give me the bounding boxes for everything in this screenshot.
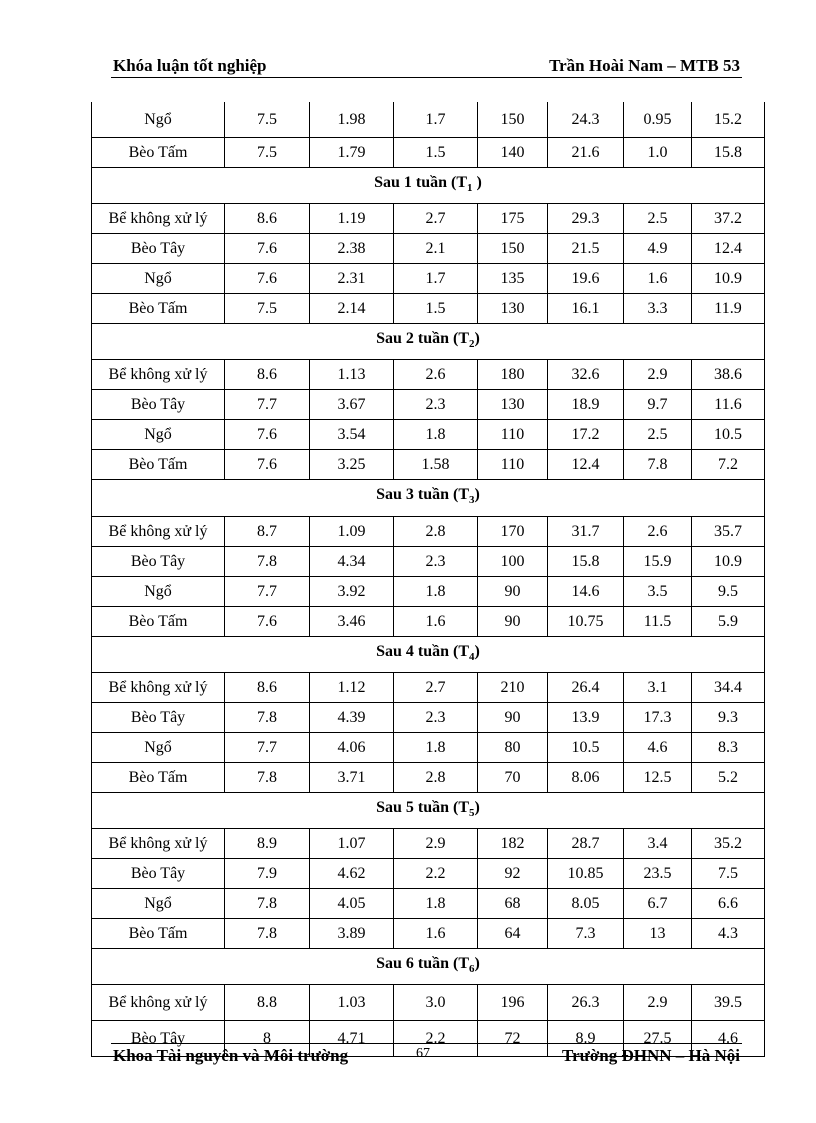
header-left: Khóa luận tốt nghiệp [113,56,267,75]
section-label-text: Sau 1 tuần (T [374,174,468,191]
table-row [92,888,765,918]
value-cell: 34.4 [692,672,765,702]
value-cell: 8.6 [225,672,310,702]
value-cell: 39.5 [692,985,765,1021]
section-row [92,324,765,360]
section-label-suffix: ) [474,642,480,660]
value-cell: 7.9 [225,858,310,888]
value-cell: 3.46 [310,606,394,636]
value-cell: 10.9 [692,264,765,294]
row-label-cell: Bể không xử lý [92,985,225,1021]
section-label-suffix: ) [474,954,480,972]
value-cell: 1.6 [624,264,692,294]
footer-right: Trường ĐHNN – Hà Nội [562,1046,740,1065]
section-label [92,480,765,516]
value-cell: 10.85 [548,858,624,888]
value-cell: 38.6 [692,360,765,390]
value-cell: 2.6 [394,360,478,390]
value-cell: 2.3 [394,546,478,576]
value-cell: 8.06 [548,762,624,792]
section-row [92,480,765,516]
section-label-sub: 1 [467,182,473,195]
value-cell: 170 [478,516,548,546]
table-row [92,918,765,948]
value-cell: 12.4 [692,234,765,264]
section-label [92,168,765,204]
value-cell: 26.4 [548,672,624,702]
row-label-cell: Bể không xử lý [92,204,225,234]
value-cell: 16.1 [548,294,624,324]
value-cell: 2.8 [394,516,478,546]
value-cell: 1.5 [394,294,478,324]
value-cell: 7.6 [225,264,310,294]
value-cell: 9.5 [692,576,765,606]
section-label [92,324,765,360]
value-cell: 175 [478,204,548,234]
value-cell: 4.9 [624,234,692,264]
value-cell: 12.5 [624,762,692,792]
value-cell: 19.6 [548,264,624,294]
value-cell: 8.7 [225,516,310,546]
value-cell: 31.7 [548,516,624,546]
value-cell: 17.3 [624,702,692,732]
value-cell: 10.5 [692,420,765,450]
value-cell: 6.6 [692,888,765,918]
row-label-cell: Bèo Tấm [92,294,225,324]
value-cell: 110 [478,450,548,480]
value-cell: 1.09 [310,516,394,546]
row-label-cell: Ngổ [92,576,225,606]
section-label-text: Sau 5 tuần (T [376,798,470,816]
section-row [92,792,765,828]
value-cell: 3.71 [310,762,394,792]
table-row [92,102,765,138]
value-cell: 64 [478,918,548,948]
section-label [92,636,765,672]
value-cell: 13 [624,918,692,948]
table-row [92,672,765,702]
value-cell: 7.8 [225,918,310,948]
value-cell: 130 [478,294,548,324]
value-cell: 8.05 [548,888,624,918]
value-cell: 68 [478,888,548,918]
value-cell: 4.62 [310,858,394,888]
value-cell: 2.3 [394,702,478,732]
value-cell: 4.06 [310,732,394,762]
row-label-cell: Bèo Tây [92,390,225,420]
section-label-sub: 6 [469,963,475,976]
value-cell: 35.7 [692,516,765,546]
row-label-cell: Ngổ [92,264,225,294]
value-cell: 7.8 [225,546,310,576]
value-cell: 1.7 [394,264,478,294]
value-cell: 7.5 [225,294,310,324]
value-cell: 3.92 [310,576,394,606]
table-row [92,390,765,420]
value-cell: 3.3 [624,294,692,324]
value-cell: 1.8 [394,888,478,918]
section-label-suffix: ) [474,798,480,816]
value-cell: 7.6 [225,450,310,480]
row-label-cell: Ngổ [92,420,225,450]
value-cell: 150 [478,234,548,264]
section-label-suffix: ) [474,486,480,504]
row-label-cell: Ngổ [92,102,225,138]
value-cell: 7.6 [225,606,310,636]
row-label-cell: Bèo Tây [92,234,225,264]
value-cell: 2.9 [394,828,478,858]
value-cell: 3.67 [310,390,394,420]
value-cell: 29.3 [548,204,624,234]
value-cell: 18.9 [548,390,624,420]
value-cell: 4.39 [310,702,394,732]
value-cell: 3.89 [310,918,394,948]
value-cell: 7.7 [225,576,310,606]
header-rule [111,77,742,78]
value-cell: 2.5 [624,204,692,234]
value-cell: 21.5 [548,234,624,264]
value-cell: 2.1 [394,234,478,264]
value-cell: 35.2 [692,828,765,858]
value-cell: 2.6 [624,516,692,546]
value-cell: 1.5 [394,138,478,168]
table-row [92,762,765,792]
section-row [92,168,765,204]
value-cell: 8.6 [225,360,310,390]
value-cell: 1.03 [310,985,394,1021]
value-cell: 5.2 [692,762,765,792]
value-cell: 7.8 [225,888,310,918]
value-cell: 4.05 [310,888,394,918]
table-row [92,828,765,858]
value-cell: 100 [478,546,548,576]
section-label-text: Sau 3 tuần (T [376,486,470,504]
section-label-sub: 4 [469,650,475,663]
value-cell: 1.98 [310,102,394,138]
value-cell: 210 [478,672,548,702]
value-cell: 90 [478,702,548,732]
table-row [92,702,765,732]
value-cell: 3.1 [624,672,692,702]
section-label-text: Sau 2 tuần (T [376,330,470,348]
value-cell: 7.7 [225,732,310,762]
value-cell: 2.9 [624,985,692,1021]
value-cell: 182 [478,828,548,858]
value-cell: 1.6 [394,606,478,636]
table-row [92,732,765,762]
section-label-suffix: ) [472,174,482,191]
value-cell: 11.6 [692,390,765,420]
results-table [91,102,765,1057]
value-cell: 90 [478,576,548,606]
value-cell: 7.6 [225,234,310,264]
page-header [113,54,740,76]
row-label-cell: Bể không xử lý [92,360,225,390]
row-label-cell: Bể không xử lý [92,828,225,858]
table-row [92,546,765,576]
value-cell: 17.2 [548,420,624,450]
table-row [92,360,765,390]
value-cell: 8.3 [692,732,765,762]
value-cell: 1.58 [394,450,478,480]
section-label-sub: 3 [469,494,475,507]
value-cell: 80 [478,732,548,762]
value-cell: 3.54 [310,420,394,450]
value-cell: 15.8 [548,546,624,576]
value-cell: 9.7 [624,390,692,420]
value-cell: 4.6 [692,1021,765,1057]
row-label-cell: Bể không xử lý [92,516,225,546]
value-cell: 2.5 [624,420,692,450]
row-label-cell: Bèo Tấm [92,450,225,480]
value-cell: 7.5 [692,858,765,888]
value-cell: 1.07 [310,828,394,858]
value-cell: 13.9 [548,702,624,732]
value-cell: 1.8 [394,576,478,606]
value-cell: 11.5 [624,606,692,636]
value-cell: 1.8 [394,420,478,450]
value-cell: 4.3 [692,918,765,948]
value-cell: 3.0 [394,985,478,1021]
row-label-cell: Bèo Tấm [92,918,225,948]
row-label-cell: Bèo Tấm [92,606,225,636]
section-label-sub: 2 [469,338,475,351]
table-row [92,264,765,294]
table-row [92,294,765,324]
value-cell: 72 [478,1021,548,1057]
value-cell: 11.9 [692,294,765,324]
value-cell: 0.95 [624,102,692,138]
value-cell: 10.9 [692,546,765,576]
value-cell: 110 [478,420,548,450]
section-row [92,636,765,672]
value-cell: 1.13 [310,360,394,390]
row-label-cell: Bèo Tây [92,546,225,576]
value-cell: 2.8 [394,762,478,792]
value-cell: 37.2 [692,204,765,234]
table-row [92,234,765,264]
value-cell: 135 [478,264,548,294]
table-row [92,516,765,546]
value-cell: 9.3 [692,702,765,732]
value-cell: 3.4 [624,828,692,858]
value-cell: 8.6 [225,204,310,234]
value-cell: 2.31 [310,264,394,294]
value-cell: 15.9 [624,546,692,576]
footer-rule [111,1043,742,1044]
row-label-cell: Ngổ [92,732,225,762]
value-cell: 90 [478,606,548,636]
value-cell: 5.9 [692,606,765,636]
value-cell: 32.6 [548,360,624,390]
value-cell: 4.6 [624,732,692,762]
value-cell: 2.7 [394,204,478,234]
value-cell: 12.4 [548,450,624,480]
value-cell: 1.0 [624,138,692,168]
value-cell: 2.38 [310,234,394,264]
value-cell: 70 [478,762,548,792]
section-label [92,948,765,984]
footer-left: Khoa Tài nguyên và Môi trường [113,1046,349,1065]
table-row [92,138,765,168]
table-row [92,420,765,450]
section-label-text: Sau 4 tuần (T [376,642,470,660]
section-label-sub: 5 [469,806,475,819]
value-cell: 7.8 [225,702,310,732]
value-cell: 1.7 [394,102,478,138]
table-row [92,858,765,888]
value-cell: 1.12 [310,672,394,702]
value-cell: 7.5 [225,138,310,168]
row-label-cell: Bèo Tấm [92,138,225,168]
value-cell: 7.8 [624,450,692,480]
value-cell: 21.6 [548,138,624,168]
value-cell: 7.2 [692,450,765,480]
value-cell: 180 [478,360,548,390]
row-label-cell: Bèo Tấm [92,762,225,792]
value-cell: 150 [478,102,548,138]
row-label-cell: Bèo Tây [92,702,225,732]
table-row [92,985,765,1021]
value-cell: 8 [225,1021,310,1057]
section-label-text: Sau 6 tuần (T [376,954,470,972]
value-cell: 7.6 [225,420,310,450]
value-cell: 7.5 [225,102,310,138]
value-cell: 24.3 [548,102,624,138]
value-cell: 23.5 [624,858,692,888]
value-cell: 27.5 [624,1021,692,1057]
value-cell: 8.8 [225,985,310,1021]
value-cell: 4.71 [310,1021,394,1057]
value-cell: 1.8 [394,732,478,762]
value-cell: 1.79 [310,138,394,168]
value-cell: 10.5 [548,732,624,762]
value-cell: 2.2 [394,1021,478,1057]
value-cell: 130 [478,390,548,420]
table-body [92,102,765,1057]
value-cell: 92 [478,858,548,888]
section-label [92,792,765,828]
value-cell: 2.2 [394,858,478,888]
table-row [92,606,765,636]
table-row [92,450,765,480]
value-cell: 4.34 [310,546,394,576]
value-cell: 3.5 [624,576,692,606]
table-row [92,204,765,234]
value-cell: 2.7 [394,672,478,702]
value-cell: 8.9 [225,828,310,858]
value-cell: 1.6 [394,918,478,948]
value-cell: 7.3 [548,918,624,948]
row-label-cell: Bèo Tây [92,858,225,888]
page-number: 67 [416,1046,430,1061]
value-cell: 140 [478,138,548,168]
value-cell: 2.14 [310,294,394,324]
row-label-cell: Bèo Tây [92,1021,225,1057]
value-cell: 8.9 [548,1021,624,1057]
header-right: Trần Hoài Nam – MTB 53 [549,56,740,75]
value-cell: 196 [478,985,548,1021]
value-cell: 3.25 [310,450,394,480]
value-cell: 7.8 [225,762,310,792]
value-cell: 2.3 [394,390,478,420]
section-row [92,948,765,984]
value-cell: 15.8 [692,138,765,168]
value-cell: 6.7 [624,888,692,918]
value-cell: 10.75 [548,606,624,636]
row-label-cell: Ngổ [92,888,225,918]
value-cell: 7.7 [225,390,310,420]
value-cell: 26.3 [548,985,624,1021]
section-label-suffix: ) [474,330,480,348]
row-label-cell: Bể không xử lý [92,672,225,702]
value-cell: 15.2 [692,102,765,138]
value-cell: 1.19 [310,204,394,234]
value-cell: 28.7 [548,828,624,858]
table-row [92,576,765,606]
value-cell: 2.9 [624,360,692,390]
value-cell: 14.6 [548,576,624,606]
